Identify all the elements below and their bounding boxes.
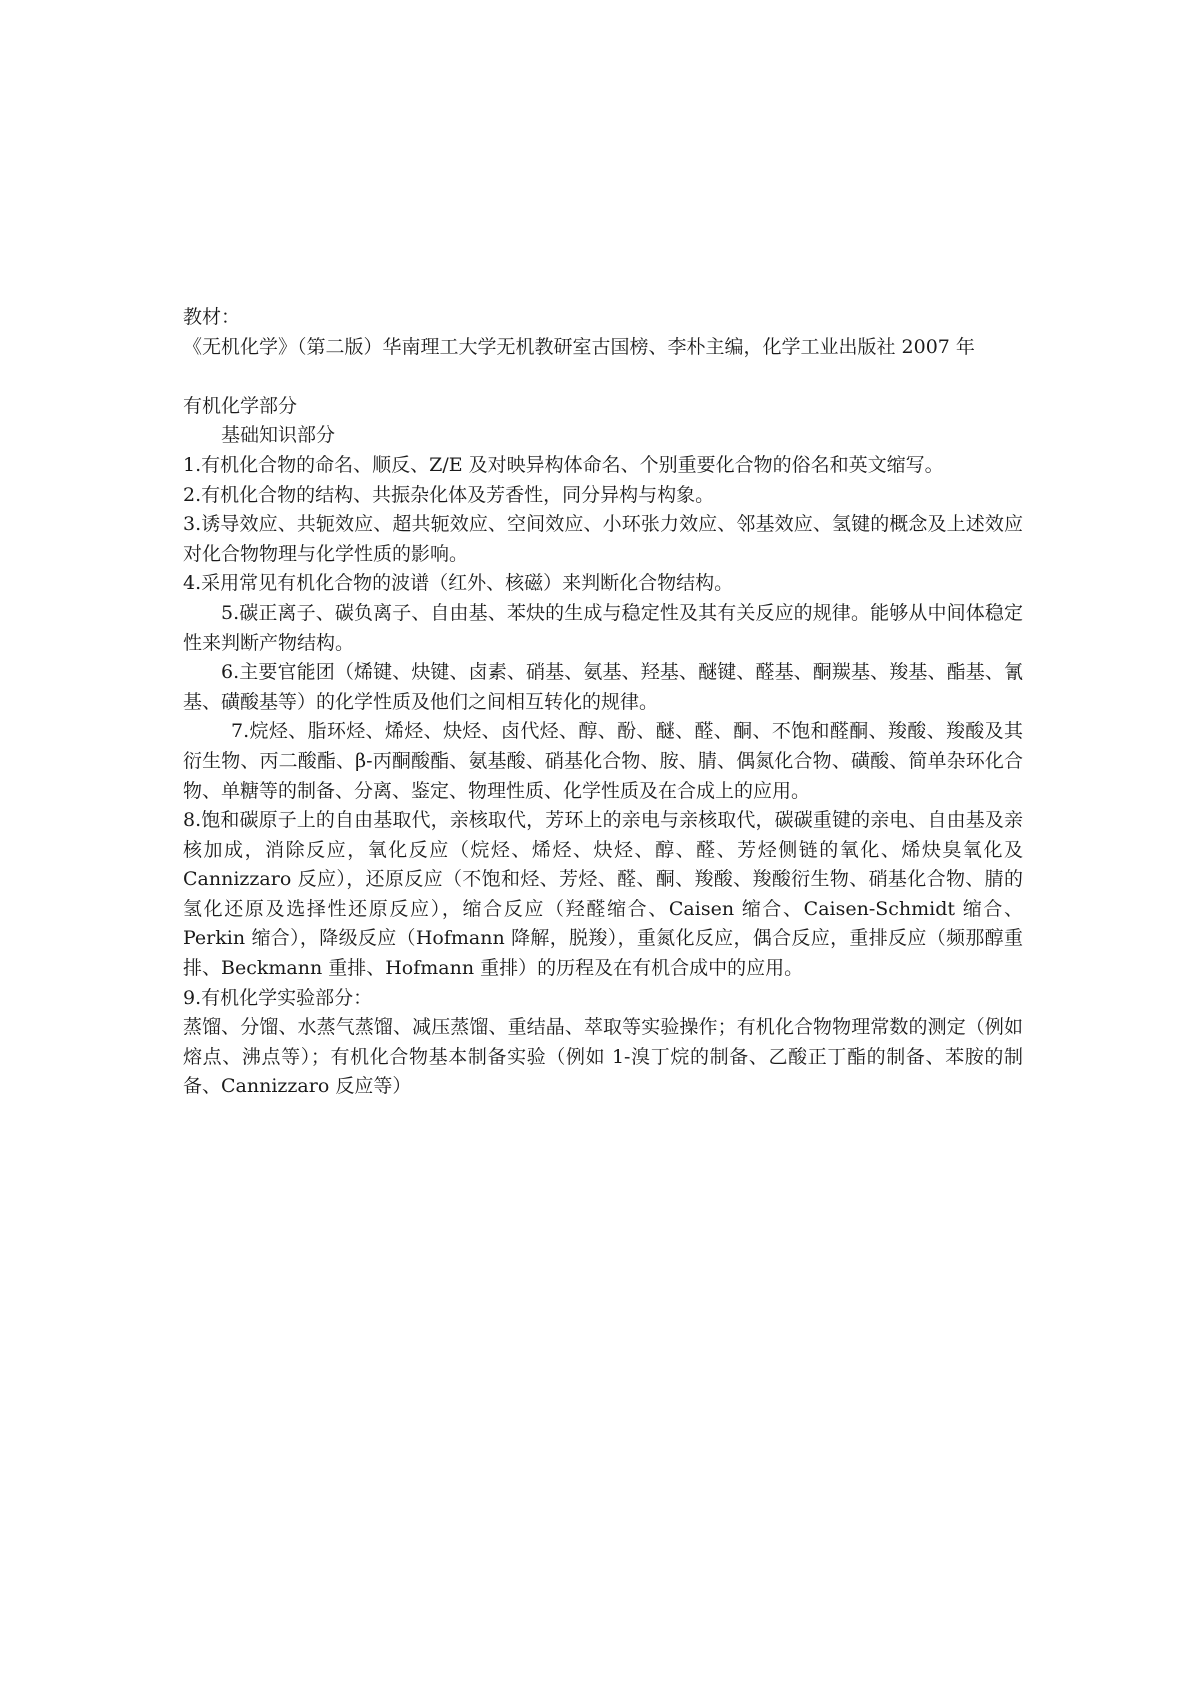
list-item: 5.碳正离子、碳负离子、自由基、苯炔的生成与稳定性及其有关反应的规律。能够从中间体稳定性来判断产物结构。	[183, 601, 1023, 654]
list-item: 4.采用常见有机化合物的波谱（红外、核磁）来判断化合物结构。	[183, 572, 734, 595]
subsection-title: 基础知识部分	[221, 424, 336, 447]
blank-line	[183, 362, 1023, 392]
list-item: 3.诱导效应、共轭效应、超共轭效应、空间效应、小环张力效应、邻基效应、氢键的概念及上述效应对化合物物理与化学性质的影响。	[183, 513, 1023, 565]
list-item: 7.烷烃、脂环烃、烯烃、炔烃、卤代烃、醇、酚、醚、醛、酮、不饱和醛酮、羧酸、羧酸及其衍生物、丙二酸酯、β-丙酮酸酯、氨基酸、硝基化合物、胺、腈、偶氮化合物、磺酸、简单杂环化合物、单糖等的制备、分离、鉴定、物理性质、化学性质及在合成上的应用。	[183, 720, 1023, 802]
list-item: 蒸馏、分馏、水蒸气蒸馏、减压蒸馏、重结晶、萃取等实验操作；有机化合物物理常数的测定（例如熔点、沸点等）；有机化合物基本制备实验（例如 1-溴丁烷的制备、乙酸正丁酯的制备、苯胺的制备、Cannizzaro 反应等）	[183, 1016, 1023, 1098]
list-item: 2.有机化合物的结构、共振杂化体及芳香性，同分异构与构象。	[183, 483, 715, 506]
textbook-reference: 《无机化学》（第二版）华南理工大学无机教研室古国榜、李朴主编，化学工业出版社 2007 年	[183, 335, 975, 358]
document-body	[183, 303, 1023, 1102]
textbook-label: 教材：	[183, 306, 241, 328]
section-title: 有机化学部分	[183, 394, 298, 417]
list-item: 6.主要官能团（烯键、炔键、卤素、硝基、氨基、羟基、醚键、醛基、酮羰基、羧基、酯基、氰基、磺酸基等）的化学性质及他们之间相互转化的规律。	[183, 661, 1023, 713]
list-item: 9.有机化学实验部分：	[183, 986, 373, 1009]
list-item: 1.有机化合物的命名、顺反、Z/E 及对映异构体命名、个别重要化合物的俗名和英文缩写。	[183, 453, 944, 476]
list-item: 8.饱和碳原子上的自由基取代，亲核取代，芳环上的亲电与亲核取代，碳碳重键的亲电、自由基及亲核加成，消除反应，氧化反应（烷烃、烯烃、炔烃、醇、醛、芳烃侧链的氧化、烯炔臭氧化及 Cannizzaro 反应），还原反应（不饱和烃、芳烃、醛、酮、羧酸、羧酸衍生物、硝基化合物、腈的氢化还原及选择性还原反应），缩合反应（羟醛缩合、Caisen 缩合、Caisen-Schmidt 缩合、Perkin 缩合），降级反应（Hofmann 降解，脱羧），重氮化反应，偶合反应，重排反应（频那醇重排、Beckmann 重排、Hofmann 重排）的历程及在有机合成中的应用。	[183, 809, 1023, 980]
